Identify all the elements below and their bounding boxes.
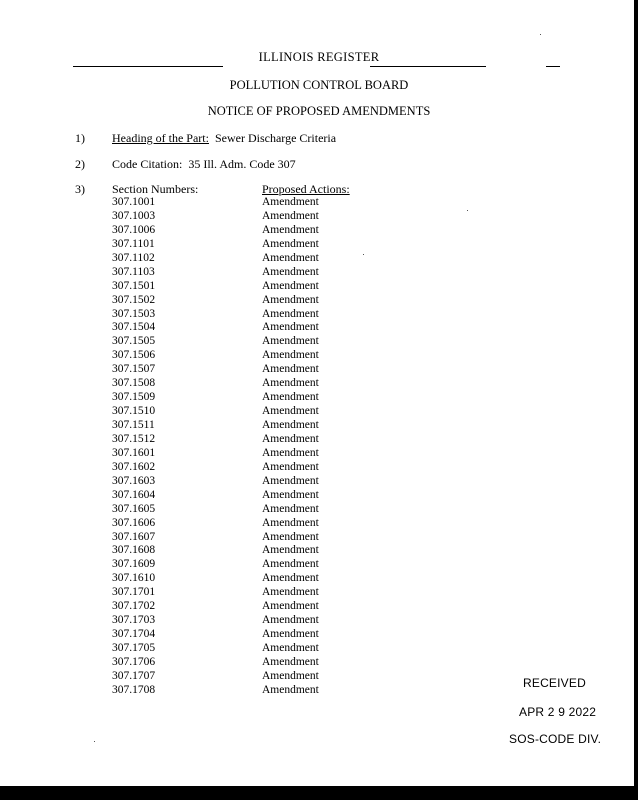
proposed-action: Amendment bbox=[262, 669, 319, 682]
section-number: 307.1702 bbox=[112, 600, 156, 613]
table-row bbox=[0, 308, 638, 322]
proposed-action: Amendment bbox=[262, 321, 319, 334]
table-row bbox=[0, 238, 638, 252]
section-number: 307.1505 bbox=[112, 335, 156, 348]
section-number: 307.1003 bbox=[112, 209, 156, 222]
section-number: 307.1601 bbox=[112, 446, 156, 459]
item-1-label: Heading of the Part: bbox=[112, 131, 209, 145]
proposed-action: Amendment bbox=[262, 586, 319, 599]
item-2-text bbox=[112, 157, 296, 172]
section-number: 307.1006 bbox=[112, 223, 156, 236]
table-row bbox=[0, 517, 638, 531]
proposed-actions-header: Proposed Actions: bbox=[262, 182, 350, 196]
proposed-action: Amendment bbox=[262, 683, 319, 696]
scan-speck bbox=[94, 741, 95, 742]
proposed-action: Amendment bbox=[262, 349, 319, 362]
table-row bbox=[0, 405, 638, 419]
section-number: 307.1602 bbox=[112, 460, 156, 473]
table-row bbox=[0, 572, 638, 586]
item-3-number: 3) bbox=[75, 182, 85, 196]
proposed-action: Amendment bbox=[262, 516, 319, 529]
proposed-action: Amendment bbox=[262, 530, 319, 543]
table-row bbox=[0, 433, 638, 447]
section-number: 307.1610 bbox=[112, 572, 156, 585]
item-2-value: 35 Ill. Adm. Code 307 bbox=[188, 157, 296, 171]
proposed-action: Amendment bbox=[262, 446, 319, 459]
table-row bbox=[0, 377, 638, 391]
proposed-action: Amendment bbox=[262, 391, 319, 404]
table-row bbox=[0, 363, 638, 377]
table-row bbox=[0, 280, 638, 294]
proposed-action: Amendment bbox=[262, 335, 319, 348]
header-rule-right bbox=[370, 66, 486, 67]
table-row bbox=[0, 224, 638, 238]
section-number: 307.1001 bbox=[112, 196, 156, 208]
proposed-action: Amendment bbox=[262, 488, 319, 501]
section-number: 307.1507 bbox=[112, 363, 156, 376]
section-number: 307.1708 bbox=[112, 683, 156, 696]
scan-speck bbox=[540, 34, 541, 35]
proposed-action: Amendment bbox=[262, 474, 319, 487]
proposed-action: Amendment bbox=[262, 558, 319, 571]
table-row bbox=[0, 210, 638, 224]
board-name: POLLUTION CONTROL BOARD bbox=[229, 78, 409, 92]
table-row bbox=[0, 586, 638, 600]
table-row bbox=[0, 600, 638, 614]
proposed-action: Amendment bbox=[262, 655, 319, 668]
section-number: 307.1705 bbox=[112, 642, 156, 654]
item-1-number: 1) bbox=[75, 131, 85, 145]
proposed-action: Amendment bbox=[262, 196, 319, 208]
section-number: 307.1604 bbox=[112, 488, 156, 501]
section-number: 307.1605 bbox=[112, 502, 156, 515]
section-number: 307.1606 bbox=[112, 516, 156, 529]
section-number: 307.1706 bbox=[112, 655, 156, 668]
section-number: 307.1608 bbox=[112, 544, 156, 557]
table-row bbox=[0, 558, 638, 572]
proposed-action: Amendment bbox=[262, 307, 319, 320]
proposed-action: Amendment bbox=[262, 544, 319, 557]
notice-title: NOTICE OF PROPOSED AMENDMENTS bbox=[207, 104, 431, 118]
section-number: 307.1502 bbox=[112, 293, 156, 306]
proposed-action: Amendment bbox=[262, 572, 319, 585]
scan-speck bbox=[363, 254, 364, 255]
section-number: 307.1609 bbox=[112, 558, 156, 571]
section-number: 307.1511 bbox=[112, 419, 155, 431]
section-number: 307.1501 bbox=[112, 279, 156, 292]
proposed-action: Amendment bbox=[262, 614, 319, 627]
table-row bbox=[0, 419, 638, 433]
section-number: 307.1506 bbox=[112, 349, 156, 362]
proposed-action: Amendment bbox=[262, 363, 319, 376]
scan-speck bbox=[467, 210, 468, 211]
table-row bbox=[0, 656, 638, 670]
proposed-action: Amendment bbox=[262, 237, 319, 250]
table-row bbox=[0, 461, 638, 475]
received-division: SOS-CODE DIV. bbox=[509, 732, 602, 746]
proposed-action: Amendment bbox=[262, 251, 319, 264]
header-rule-mark bbox=[546, 66, 560, 67]
proposed-action: Amendment bbox=[262, 432, 319, 445]
item-1-text bbox=[112, 131, 336, 146]
section-number: 307.1503 bbox=[112, 307, 156, 320]
item-2-label: Code Citation: bbox=[112, 157, 183, 171]
section-number: 307.1707 bbox=[112, 669, 156, 682]
section-number: 307.1101 bbox=[112, 237, 155, 250]
proposed-action: Amendment bbox=[262, 377, 319, 390]
received-stamp: RECEIVED bbox=[523, 676, 586, 690]
table-row bbox=[0, 503, 638, 517]
table-row bbox=[0, 489, 638, 503]
table-row bbox=[0, 628, 638, 642]
section-number: 307.1704 bbox=[112, 628, 156, 641]
table-row bbox=[0, 475, 638, 489]
section-number: 307.1504 bbox=[112, 321, 156, 334]
item-2-number: 2) bbox=[75, 157, 85, 171]
section-number: 307.1510 bbox=[112, 405, 156, 418]
table-row bbox=[0, 266, 638, 280]
section-number: 307.1509 bbox=[112, 391, 156, 404]
table-row bbox=[0, 321, 638, 335]
table-row bbox=[0, 349, 638, 363]
amendments-table bbox=[0, 196, 638, 698]
section-number: 307.1701 bbox=[112, 586, 156, 599]
section-number: 307.1508 bbox=[112, 377, 156, 390]
received-date: APR 2 9 2022 bbox=[519, 705, 597, 719]
item-1-value: Sewer Discharge Criteria bbox=[214, 131, 337, 145]
section-number: 307.1603 bbox=[112, 474, 156, 487]
table-row bbox=[0, 614, 638, 628]
table-row bbox=[0, 294, 638, 308]
proposed-action: Amendment bbox=[262, 642, 319, 654]
table-row bbox=[0, 391, 638, 405]
table-row bbox=[0, 335, 638, 349]
proposed-action: Amendment bbox=[262, 628, 319, 641]
proposed-action: Amendment bbox=[262, 502, 319, 515]
section-number: 307.1102 bbox=[112, 251, 155, 264]
proposed-action: Amendment bbox=[262, 265, 319, 278]
proposed-action: Amendment bbox=[262, 209, 319, 222]
table-row bbox=[0, 544, 638, 558]
section-number: 307.1607 bbox=[112, 530, 156, 543]
section-number: 307.1103 bbox=[112, 265, 155, 278]
proposed-action: Amendment bbox=[262, 419, 319, 431]
section-number: 307.1703 bbox=[112, 614, 156, 627]
table-row bbox=[0, 196, 638, 210]
section-numbers-header: Section Numbers: bbox=[112, 182, 199, 196]
table-row bbox=[0, 447, 638, 461]
table-row bbox=[0, 252, 638, 266]
proposed-action: Amendment bbox=[262, 460, 319, 473]
proposed-action: Amendment bbox=[262, 223, 319, 236]
header-rule-left bbox=[73, 66, 223, 67]
proposed-action: Amendment bbox=[262, 279, 319, 292]
section-number: 307.1512 bbox=[112, 432, 156, 445]
proposed-action: Amendment bbox=[262, 293, 319, 306]
register-title: ILLINOIS REGISTER bbox=[258, 50, 380, 64]
table-row bbox=[0, 531, 638, 545]
proposed-action: Amendment bbox=[262, 405, 319, 418]
scan-bottom-band bbox=[0, 786, 638, 800]
proposed-action: Amendment bbox=[262, 600, 319, 613]
table-row bbox=[0, 642, 638, 656]
